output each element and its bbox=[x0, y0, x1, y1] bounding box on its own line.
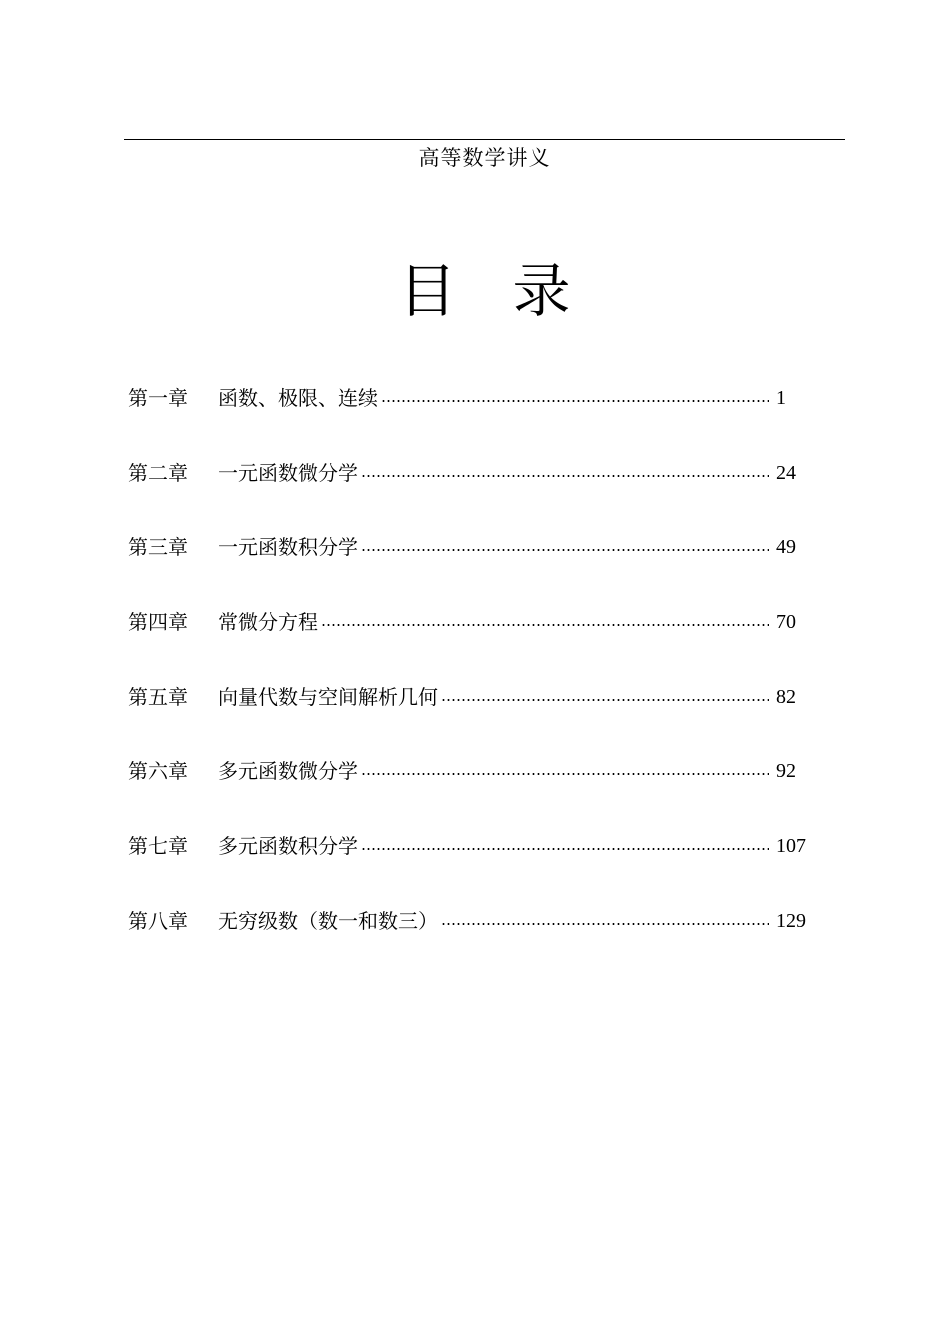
toc-entry[interactable] bbox=[128, 905, 818, 980]
page-number: 24 bbox=[776, 461, 796, 484]
page-number: 129 bbox=[776, 909, 806, 932]
toc-entry[interactable] bbox=[128, 830, 818, 905]
toc-entry[interactable] bbox=[128, 382, 818, 457]
toc-entry[interactable] bbox=[128, 755, 818, 830]
page-number: 49 bbox=[776, 536, 796, 559]
chapter-title: 函数、极限、连续 bbox=[218, 386, 378, 410]
page-number: 92 bbox=[776, 760, 796, 783]
header-rule bbox=[124, 139, 845, 140]
chapter-title: 一元函数积分学 bbox=[218, 535, 358, 560]
dot-leader bbox=[321, 615, 769, 633]
chapter-number: 第七章 bbox=[128, 834, 188, 859]
chapter-number: 第三章 bbox=[128, 535, 188, 560]
chapter-title: 常微分方程 bbox=[218, 610, 318, 635]
toc-entry[interactable] bbox=[128, 457, 818, 532]
chapter-title: 无穷级数（数一和数三） bbox=[218, 908, 438, 933]
dot-leader bbox=[441, 690, 769, 708]
dot-leader bbox=[361, 764, 769, 782]
toc-entry[interactable] bbox=[128, 531, 818, 606]
chapter-number: 第六章 bbox=[128, 759, 188, 784]
page-number: 82 bbox=[776, 685, 796, 708]
page-number: 1 bbox=[776, 387, 786, 409]
dot-leader bbox=[381, 391, 769, 409]
header-title: 高等数学讲义 bbox=[418, 146, 551, 170]
page-number: 107 bbox=[776, 835, 806, 858]
dot-leader bbox=[361, 466, 769, 484]
chapter-title: 一元函数微分学 bbox=[218, 460, 358, 485]
chapter-title: 向量代数与空间解析几何 bbox=[218, 684, 438, 709]
chapter-title: 多元函数积分学 bbox=[218, 834, 358, 859]
table-of-contents bbox=[128, 382, 818, 980]
chapter-number: 第二章 bbox=[128, 460, 188, 485]
chapter-title: 多元函数微分学 bbox=[218, 759, 358, 784]
toc-entry[interactable] bbox=[128, 606, 818, 681]
chapter-number: 第八章 bbox=[128, 908, 188, 933]
chapter-number: 第五章 bbox=[128, 684, 188, 709]
chapter-number: 第一章 bbox=[128, 386, 188, 410]
page-number: 70 bbox=[776, 611, 796, 634]
page-title: 目录 bbox=[398, 256, 627, 325]
dot-leader bbox=[361, 540, 769, 558]
toc-entry[interactable] bbox=[128, 681, 818, 756]
dot-leader bbox=[361, 839, 769, 857]
dot-leader bbox=[441, 914, 769, 932]
chapter-number: 第四章 bbox=[128, 610, 188, 635]
